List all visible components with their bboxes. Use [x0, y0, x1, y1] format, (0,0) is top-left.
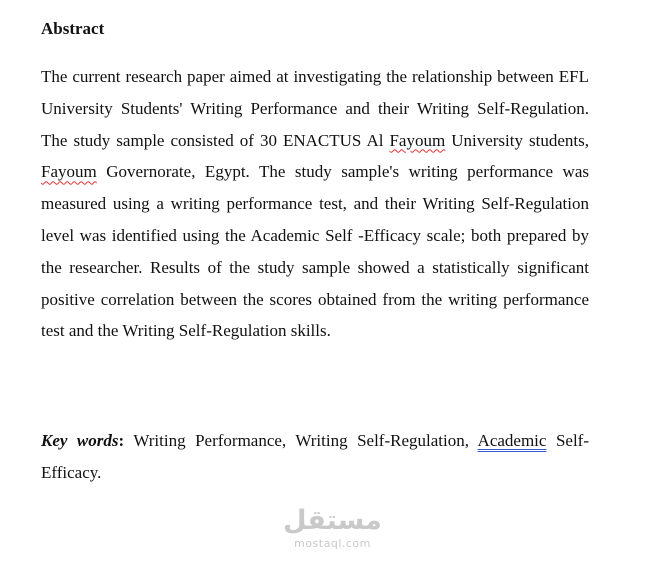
watermark-url: mostaql.com: [294, 537, 371, 550]
grammar-flagged-word[interactable]: Academic: [477, 431, 547, 450]
watermark-logo: مستقل: [283, 505, 382, 536]
keywords-paragraph: [41, 425, 589, 489]
abstract-text-intro: The current research paper aimed at investigating the relationship between EFL University Students' Writing Performance and their Writing Self-Regulation. The study sample consisted of 30 ENACTUS Al: [41, 67, 589, 150]
keywords-list-tail: Self-Efficacy.: [41, 431, 590, 482]
keywords-label: Key words: [41, 431, 119, 450]
abstract-text-rest: Governorate, Egypt. The study sample's writing performance was measured using a writing performance test, and their Writing Self-Regulation level was identified using the Academic Self -Efficacy scale; both prepared by the researcher. Results of the study sample showed a statistically significant positive correlation between the scores obtained from the writing performance test and the Writing Self-Regulation skills.: [41, 162, 589, 341]
abstract-paragraph: [41, 61, 589, 347]
spelling-flagged-word[interactable]: Fayoum: [41, 162, 97, 182]
spelling-flagged-word[interactable]: Fayoum: [389, 130, 446, 150]
keywords-colon: :: [118, 431, 125, 450]
keywords-list: Writing Performance, Writing Self-Regulation,: [124, 431, 478, 450]
abstract-heading: Abstract: [41, 19, 105, 38]
abstract-text-middle: University students,: [445, 130, 589, 150]
